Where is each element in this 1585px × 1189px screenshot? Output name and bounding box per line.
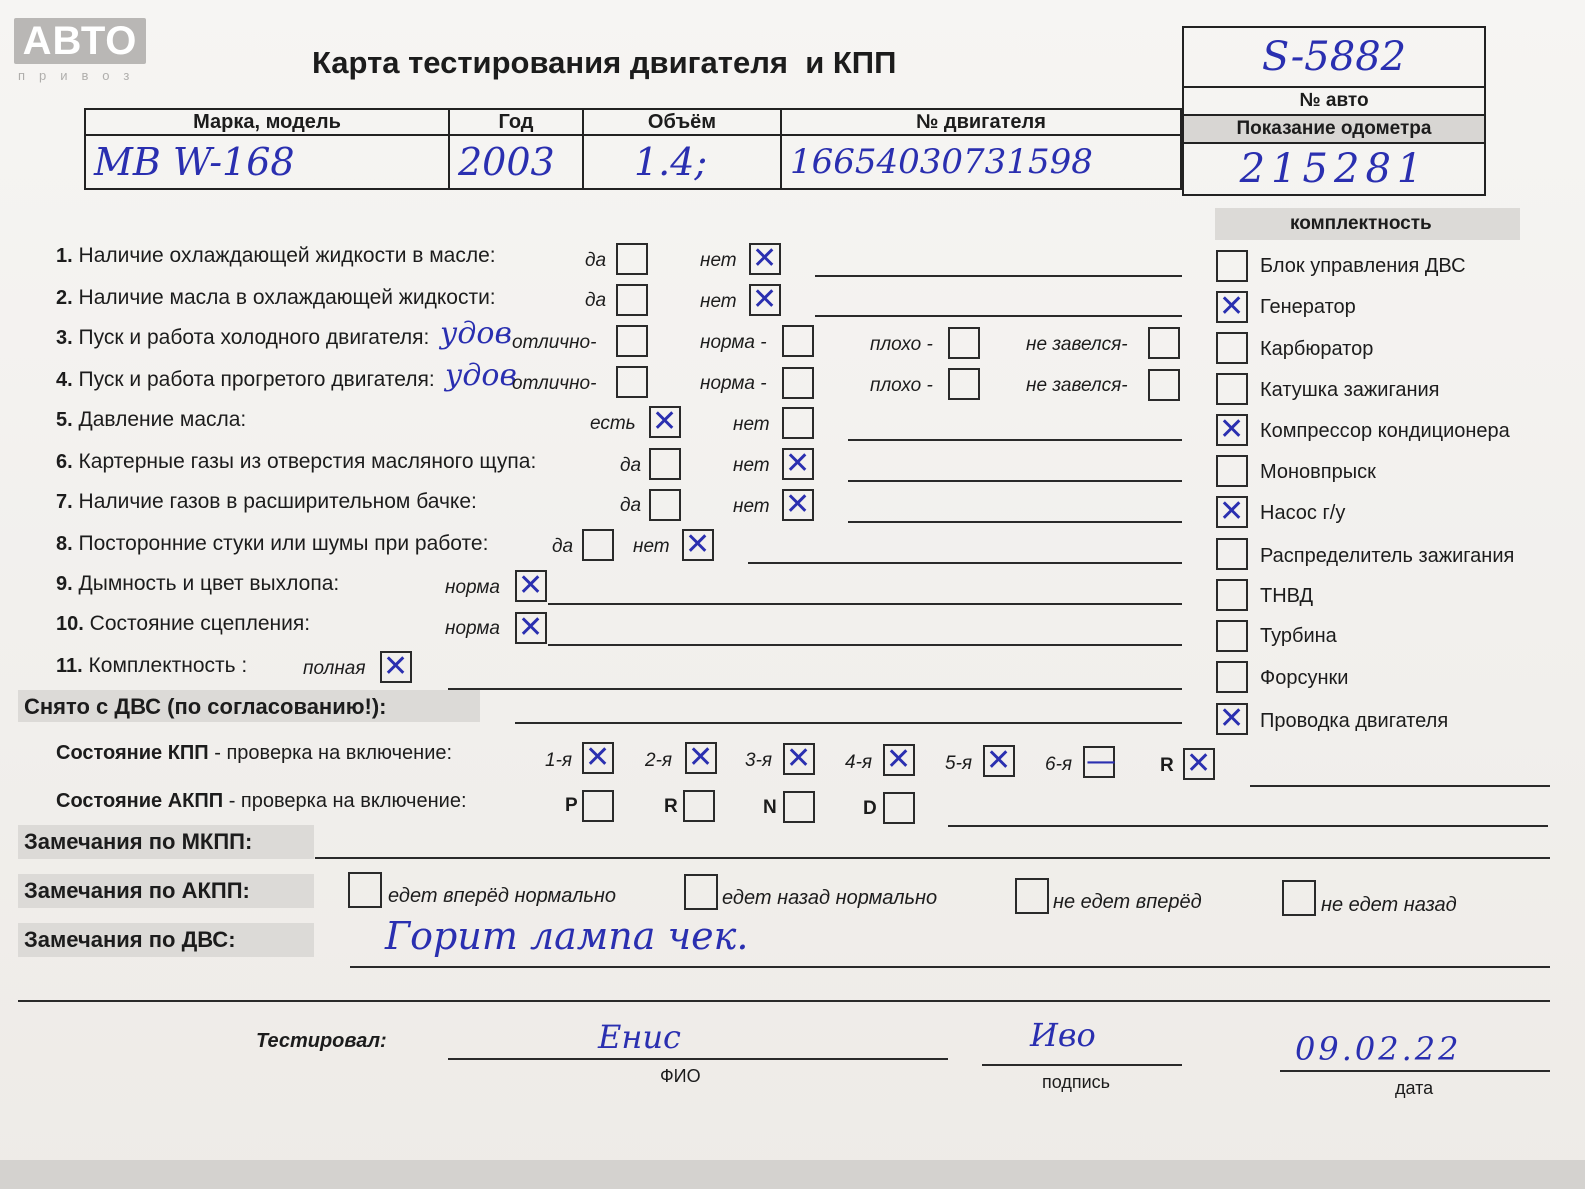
akpp-d-label: D [863, 798, 877, 819]
q9-norma-label: норма [445, 577, 500, 598]
kpp-gear-r-mark: ✕ [1186, 746, 1212, 781]
akpp-label: Состояние АКПП - проверка на включение: [56, 790, 467, 812]
komplekt-item-3: Катушка зажигания [1260, 379, 1440, 401]
fio-line [448, 1058, 948, 1060]
akpp-remark-checkbox-3[interactable] [1282, 880, 1316, 916]
zam-dvs-line [350, 966, 1550, 968]
q10-line [548, 644, 1182, 646]
q10-norma-label: норма [445, 618, 500, 639]
date-value: 09.02.22 [1295, 1030, 1462, 1068]
komplekt-item-10: Форсунки [1260, 667, 1349, 689]
kpp-gear-4-label: 4-я [845, 752, 873, 773]
q6-da-label: да [620, 455, 642, 476]
komplekt-item-6: Насос г/у [1260, 502, 1346, 524]
question-2: 2. Наличие масла в охлаждающей жидкости: [56, 286, 496, 309]
zam-mkpp-label: Замечания по МКПП: [24, 829, 253, 854]
q7-da-checkbox[interactable] [649, 489, 681, 521]
q4-otlichno-label: отлично- [512, 373, 597, 394]
q5-est-mark: ✕ [652, 404, 678, 439]
q1-da-label: да [585, 250, 607, 271]
q2-da-label: да [585, 290, 607, 311]
q4-otlichno-checkbox[interactable] [616, 366, 648, 398]
q9-norma-mark: ✕ [518, 568, 544, 603]
zam-dvs-label: Замечания по ДВС: [24, 927, 236, 952]
q7-da-label: да [620, 495, 642, 516]
date-line [1280, 1070, 1550, 1072]
q8-da-checkbox[interactable] [582, 529, 614, 561]
akpp-line [948, 825, 1548, 827]
q5-est-label: есть [590, 413, 636, 434]
q9-line [548, 603, 1182, 605]
akpp-remark-checkbox-0[interactable] [348, 872, 382, 908]
label-year: Год [449, 109, 583, 135]
akpp-remark-1: едет назад нормально [722, 887, 938, 909]
q4-norma-checkbox[interactable] [782, 367, 814, 399]
question-10: 10. Состояние сцепления: [56, 612, 311, 635]
zam-mkpp-line [315, 857, 1550, 859]
value-engine-number: 16654030731598 [781, 135, 1181, 189]
akpp-r-checkbox[interactable] [683, 790, 715, 822]
vehicle-header-table [84, 108, 1182, 190]
q4-ploho-label: плохо - [870, 375, 933, 396]
fio-label: ФИО [660, 1066, 701, 1086]
q6-line [848, 480, 1182, 482]
q8-net-mark: ✕ [685, 527, 711, 562]
q3-otlichno-label: отлично- [512, 332, 597, 353]
kpp-gear-r-label: R [1160, 755, 1174, 776]
q1-da-checkbox[interactable] [616, 243, 648, 275]
kpp-gear-5-label: 5-я [945, 753, 973, 774]
akpp-remark-2: не едет вперёд [1053, 891, 1202, 913]
question-6: 6. Картерные газы из отверстия масляного щупа: [56, 450, 537, 473]
komplekt-mark-6: ✕ [1219, 494, 1245, 529]
q6-net-label: нет [733, 455, 770, 476]
komplekt-item-0: Блок управления ДВС [1260, 255, 1466, 277]
auto-number-value: S-5882 [1183, 27, 1485, 87]
q2-net-mark: ✕ [752, 282, 778, 317]
kpp-gear-5-mark: ✕ [986, 743, 1012, 778]
komplekt-mark-4: ✕ [1219, 412, 1245, 447]
value-year: 2003 [449, 135, 583, 189]
kpp-gear-1-label: 1-я [545, 750, 573, 771]
zam-dvs-value: Горит лампа чек. [385, 914, 749, 958]
akpp-p-checkbox[interactable] [582, 790, 614, 822]
akpp-p-label: P [565, 795, 578, 816]
komplekt-mark-1: ✕ [1219, 289, 1245, 324]
kpp-gear-4-mark: ✕ [886, 742, 912, 777]
avtoprivoz-logo [14, 18, 146, 83]
q8-da-label: да [552, 536, 574, 557]
label-make-model: Марка, модель [85, 109, 449, 135]
kpp-gear-6-mark: — [1086, 744, 1116, 779]
question-9: 9. Дымность и цвет выхлопа: [56, 572, 340, 595]
q11-polnaya-mark: ✕ [383, 649, 409, 684]
komplekt-item-1: Генератор [1260, 296, 1356, 318]
q1-line [815, 275, 1182, 277]
label-engine-number: № двигателя [781, 109, 1181, 135]
komplekt-item-9: Турбина [1260, 625, 1337, 647]
kpp-label: Состояние КПП - проверка на включение: [56, 742, 453, 764]
q4-handwritten: удов [445, 358, 517, 393]
tested-by-label: Тестировал: [256, 1030, 387, 1052]
q11-line [448, 688, 1182, 690]
q8-line [748, 562, 1182, 564]
q3-handwritten: удов [440, 316, 512, 351]
kpp-gear-1-mark: ✕ [585, 740, 611, 775]
akpp-n-label: N [763, 797, 777, 818]
signature-value: Иво [1030, 1016, 1096, 1054]
snyato-label: Снято с ДВС (по согласованию!): [24, 694, 387, 719]
akpp-remark-checkbox-1[interactable] [684, 874, 718, 910]
q3-ne-zavelsya-checkbox[interactable] [1148, 327, 1180, 359]
zam-akpp-label: Замечания по АКПП: [24, 878, 250, 903]
komplekt-item-2: Карбюратор [1260, 338, 1374, 360]
q3-ploho-label: плохо - [870, 334, 933, 355]
snyato-line [515, 722, 1182, 724]
q2-net-label: нет [700, 291, 737, 312]
komplekt-checkbox-8[interactable] [1216, 579, 1248, 611]
komplekt-checkbox-9[interactable] [1216, 620, 1248, 652]
kpp-gear-2-mark: ✕ [688, 740, 714, 775]
bottom-strip [0, 1160, 1585, 1189]
q7-line [848, 521, 1182, 523]
akpp-d-checkbox[interactable] [883, 792, 915, 824]
question-3: 3. Пуск и работа холодного двигателя: [56, 326, 430, 349]
akpp-remark-0: едет вперёд нормально [388, 885, 617, 907]
komplekt-item-8: ТНВД [1260, 585, 1314, 607]
zam-dvs-line-2 [18, 1000, 1550, 1002]
komplekt-checkbox-2[interactable] [1216, 332, 1248, 364]
akpp-n-checkbox[interactable] [783, 791, 815, 823]
q4-norma-label: норма - [700, 373, 767, 394]
q4-ne-zavelsya-checkbox[interactable] [1148, 369, 1180, 401]
q7-net-label: нет [733, 496, 770, 517]
q3-otlichno-checkbox[interactable] [616, 325, 648, 357]
q4-ne-zavelsya-label: не завелся- [1026, 375, 1128, 396]
kpp-gear-3-mark: ✕ [786, 741, 812, 776]
value-make-model: МВ W-168 [85, 135, 449, 189]
kpp-gear-3-label: 3-я [745, 750, 773, 771]
komplekt-item-4: Компрессор кондиционера [1260, 420, 1510, 442]
komplekt-checkbox-5[interactable] [1216, 455, 1248, 487]
komplekt-checkbox-7[interactable] [1216, 538, 1248, 570]
question-11: 11. Комплектность : [56, 654, 248, 677]
signature-label: подпись [1042, 1072, 1111, 1092]
q6-net-mark: ✕ [785, 446, 811, 481]
komplekt-mark-11: ✕ [1219, 701, 1245, 736]
q4-ploho-checkbox[interactable] [948, 368, 980, 400]
q3-ne-zavelsya-label: не завелся- [1026, 334, 1128, 355]
q11-polnaya-label: полная [303, 658, 366, 679]
akpp-remark-checkbox-2[interactable] [1015, 878, 1049, 914]
question-4: 4. Пуск и работа прогретого двигателя: [56, 368, 435, 391]
q3-norma-checkbox[interactable] [782, 325, 814, 357]
fio-value: Енис [598, 1018, 681, 1056]
logo-main: АВТО [14, 18, 146, 64]
komplekt-item-5: Моновпрыск [1260, 461, 1376, 483]
question-7: 7. Наличие газов в расширительном бачке: [56, 490, 477, 513]
q5-net-label: нет [733, 414, 770, 435]
q2-line [815, 315, 1182, 317]
q3-norma-label: норма - [700, 332, 767, 353]
label-volume: Объём [583, 109, 781, 135]
q7-net-mark: ✕ [785, 487, 811, 522]
value-volume: 1.4; [583, 135, 781, 189]
date-label: дата [1395, 1078, 1434, 1098]
q2-da-checkbox[interactable] [616, 284, 648, 316]
logo-sub: привоз [18, 68, 144, 83]
odometer-value: 215281 [1183, 143, 1485, 195]
q8-net-label: нет [633, 536, 670, 557]
auto-number-label: № авто [1183, 87, 1485, 115]
akpp-remark-3: не едет назад [1321, 894, 1457, 916]
q10-norma-mark: ✕ [518, 610, 544, 645]
page-title: Карта тестирования двигателя и КПП [312, 45, 897, 80]
q6-da-checkbox[interactable] [649, 448, 681, 480]
kpp-gear-6-label: 6-я [1045, 754, 1073, 775]
q1-net-mark: ✕ [752, 241, 778, 276]
question-1: 1. Наличие охлаждающей жидкости в масле: [56, 244, 496, 267]
komplekt-title: комплектность [1290, 213, 1432, 234]
signature-line [982, 1064, 1182, 1066]
auto-odometer-table [1182, 26, 1486, 196]
q1-net-label: нет [700, 250, 737, 271]
q3-ploho-checkbox[interactable] [948, 327, 980, 359]
komplekt-item-11: Проводка двигателя [1260, 710, 1449, 732]
q5-net-checkbox[interactable] [782, 407, 814, 439]
question-8: 8. Посторонние стуки или шумы при работе: [56, 532, 489, 555]
komplekt-item-7: Распределитель зажигания [1260, 545, 1515, 567]
odometer-label: Показание одометра [1183, 115, 1485, 143]
kpp-gear-2-label: 2-я [645, 750, 673, 771]
question-5: 5. Давление масла: [56, 408, 247, 431]
komplekt-checkbox-3[interactable] [1216, 373, 1248, 405]
q5-line [848, 439, 1182, 441]
komplekt-checkbox-0[interactable] [1216, 250, 1248, 282]
akpp-r-label: R [664, 796, 678, 817]
komplekt-checkbox-10[interactable] [1216, 661, 1248, 693]
kpp-line [1250, 785, 1550, 787]
